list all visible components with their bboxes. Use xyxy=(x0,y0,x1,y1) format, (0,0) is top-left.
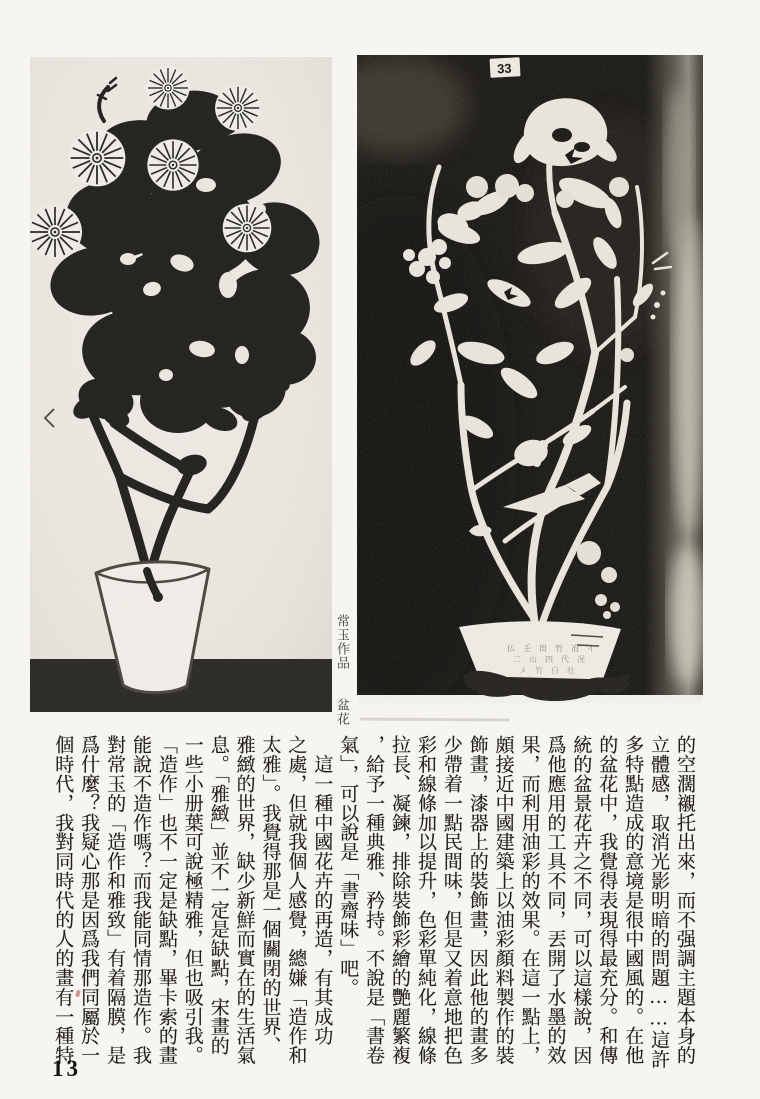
text-column: 個時代，我對同時代的人的畫有一種特 xyxy=(52,735,74,1065)
text-column: 氣」，可以說是「書齋味」吧。 xyxy=(337,735,359,998)
text-column: 的盆花中，我覺得表現得最充分。和傳 xyxy=(596,735,618,1065)
text-column: 飾畫，漆器上的裝飾畫，因此他的畫多 xyxy=(466,735,488,1065)
scan-smudge xyxy=(360,717,510,721)
text-column: 爲什麼？我疑心那是因爲我們同屬於一 xyxy=(78,735,100,1065)
article-text xyxy=(47,735,697,1073)
text-column: 這一種中國花卉的再造，有其成功 xyxy=(311,735,333,1046)
left-artwork-ink-painting xyxy=(30,57,332,712)
text-column: 立體感，取消光影明暗的問題……這許 xyxy=(648,735,670,1069)
text-column: 的空濶襯托出來，而不强調主題本身的 xyxy=(674,735,695,1065)
text-column: 之處，但就我個人感覺，總嫌「造作和 xyxy=(285,735,307,1065)
pot-inscription-line: 仏 壬 田 竹 冶 イ xyxy=(507,644,598,653)
artwork-caption: 常玉作品 盆花 xyxy=(335,614,350,726)
text-column: ，給予一種典雅、矜持。不說是「書卷 xyxy=(363,735,385,1065)
text-column: 彩和線條加以提升，色彩單純化，線條 xyxy=(414,735,436,1065)
pot-inscription-line: 二 山 四 代 况 xyxy=(513,655,588,664)
text-column: 頗接近中國建築上以油彩顏料製作的裝 xyxy=(492,735,514,1065)
text-column: 對常玉的「造作和雅致」有着隔膜，是 xyxy=(104,735,126,1065)
text-column: 爲他應用的工具不同，丟開了水墨的效 xyxy=(544,735,566,1065)
pot-inscription-line: メ 竹 白 壮 xyxy=(519,666,578,675)
text-column: 少帶着一點民間味，但是又着意地把色 xyxy=(440,735,462,1065)
text-column: 「造作」也不一定是缺點，畢卡索的畫 xyxy=(155,735,177,1065)
text-column: 雅緻的世界，缺少新鮮而實在的生活氣 xyxy=(233,735,255,1065)
right-artwork-plate-photo xyxy=(357,55,703,717)
ink-painting-graphic xyxy=(30,57,332,712)
plate-number: 33 xyxy=(496,60,512,77)
text-column: 太雅」。我覺得那是一個關閉的世界、 xyxy=(259,735,281,1056)
text-column: 果，而利用油彩的效果。在這一點上， xyxy=(518,735,540,1065)
text-column: 多特點造成的意境是很中國風的。在他 xyxy=(622,735,644,1065)
text-column: 息。「雅緻」並不一定是缺點，宋畫的 xyxy=(207,735,229,1056)
page-number: 13 xyxy=(52,1056,81,1081)
text-column: 拉長、凝鍊，排除裝飾彩繪的艷麗繁複 xyxy=(389,735,411,1065)
text-column: 能說不造作嗎？而我能同情那造作。我 xyxy=(129,735,151,1065)
text-column: 一些小册葉可說極精雅，但也吸引我。 xyxy=(181,735,203,1065)
text-column: 統的盆景花卉之不同，可以這樣說，因 xyxy=(570,735,592,1065)
plate-photo-graphic xyxy=(357,55,703,717)
